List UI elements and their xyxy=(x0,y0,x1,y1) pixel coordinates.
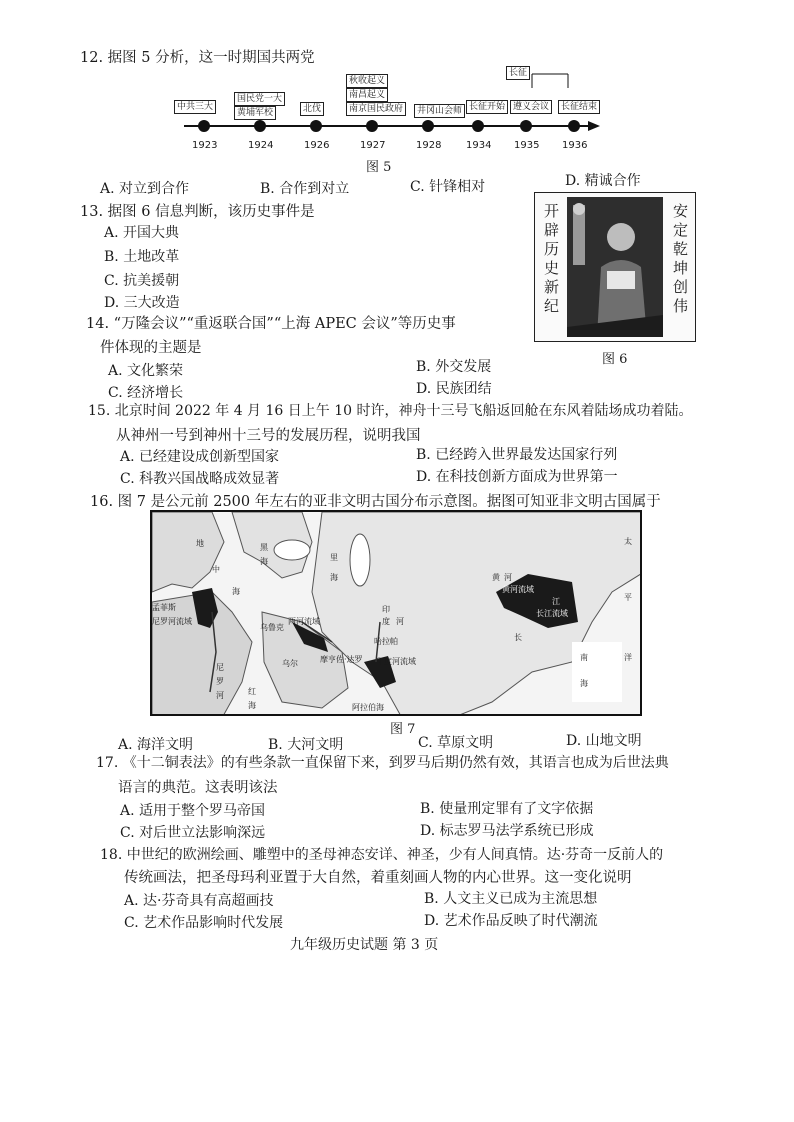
map-label: 海 xyxy=(330,573,338,582)
map-label: 乌尔 xyxy=(282,659,298,668)
map-label: 长江流域 xyxy=(536,609,568,618)
map-label: 阿拉伯海 xyxy=(352,703,384,712)
map-label: 海 xyxy=(580,679,588,688)
event-label: 北伐 xyxy=(300,102,324,116)
map-label: 长 xyxy=(514,633,522,642)
timeline-figure xyxy=(170,66,610,166)
map-label: 两河流域 xyxy=(288,617,320,626)
q18-stem-line1: 18. 中世纪的欧洲绘画、雕塑中的圣母神态安详、神圣，少有人间真情。达·芬奇一反前人的 xyxy=(100,847,664,863)
year-label: 1936 xyxy=(562,140,588,151)
event-label: 长征结束 xyxy=(558,100,600,114)
event-label: 长征 xyxy=(506,66,530,80)
map-label: 罗 xyxy=(216,677,224,686)
option-b[interactable]: B. 土地改革 xyxy=(104,249,180,265)
option-c[interactable]: C. 抗美援朝 xyxy=(104,273,180,289)
event-label: 南昌起义 xyxy=(346,88,388,102)
option-d[interactable]: D. 精诚合作 xyxy=(565,173,641,189)
q13-stem: 13. 据图 6 信息判断，该历史事件是 xyxy=(80,204,315,220)
option-c[interactable]: C. 科教兴国战略成效显著 xyxy=(120,471,280,487)
event-label: 遵义会议 xyxy=(510,100,552,114)
timeline-dot xyxy=(520,120,532,132)
option-a[interactable]: A. 海洋文明 xyxy=(118,737,194,753)
left-couplet: 开辟历史新纪 xyxy=(542,203,560,317)
map-label: 太 xyxy=(624,537,632,546)
option-a[interactable]: A. 已经建设成创新型国家 xyxy=(120,449,280,465)
option-b[interactable]: B. 已经跨入世界最发达国家行列 xyxy=(416,447,618,463)
map-label: 印 xyxy=(382,605,390,614)
year-label: 1923 xyxy=(192,140,218,151)
q15-stem-line1: 15. 北京时间 2022 年 4 月 16 日上午 10 时许，神舟十三号飞船返回舱在东风着陆场成功着陆。 xyxy=(88,403,693,419)
map-label: 海 xyxy=(248,701,256,710)
option-c[interactable]: C. 对后世立法影响深远 xyxy=(120,825,266,841)
option-a[interactable]: A. 达·芬奇具有高超画技 xyxy=(124,893,274,909)
map-label: 孟菲斯 xyxy=(152,603,176,612)
event-label: 秋收起义 xyxy=(346,74,388,88)
figure-caption: 图 5 xyxy=(366,160,392,175)
map-label: 南 xyxy=(580,653,588,662)
option-c[interactable]: C. 草原文明 xyxy=(418,735,494,751)
map-label: 海 xyxy=(260,557,268,566)
map-label: 哈拉帕 xyxy=(374,637,398,646)
figure-caption: 图 6 xyxy=(602,352,628,367)
map-label: 尼罗河流域 xyxy=(152,617,192,626)
q18-stem-line2: 传统画法，把圣母玛利亚置于大自然，着重刻画人物的内心世界。这一变化说明 xyxy=(124,870,632,886)
option-b[interactable]: B. 合作到对立 xyxy=(260,181,350,197)
option-b[interactable]: B. 大河文明 xyxy=(268,737,344,753)
year-label: 1924 xyxy=(248,140,274,151)
option-a[interactable]: A. 文化繁荣 xyxy=(108,363,184,379)
q12-stem: 12. 据图 5 分析，这一时期国共两党 xyxy=(80,50,315,66)
option-b[interactable]: B. 使量刑定罪有了文字依据 xyxy=(420,801,594,817)
option-b[interactable]: B. 外交发展 xyxy=(416,359,492,375)
map-label: 黄 xyxy=(492,573,500,582)
map-label: 红 xyxy=(248,687,256,696)
figure-6-photo xyxy=(534,192,696,342)
map-label: 海 xyxy=(232,587,240,596)
q16-stem: 16. 图 7 是公元前 2500 年左右的亚非文明古国分布示意图。据图可知亚非文明古国属于 xyxy=(90,494,661,510)
option-b[interactable]: B. 人文主义已成为主流思想 xyxy=(424,891,598,907)
event-label: 中共三大 xyxy=(174,100,216,114)
year-label: 1928 xyxy=(416,140,442,151)
map-label: 河 xyxy=(396,617,404,626)
option-a[interactable]: A. 开国大典 xyxy=(104,225,180,241)
year-label: 1926 xyxy=(304,140,330,151)
map-label: 河 xyxy=(216,691,224,700)
map-label: 江 xyxy=(552,597,560,606)
timeline-dot xyxy=(568,120,580,132)
portrait-figure-icon xyxy=(567,197,663,337)
event-label: 长征开始 xyxy=(466,100,508,114)
q17-stem-line1: 17. 《十二铜表法》的有些条款一直保留下来，到罗马后期仍然有效，其语言也成为后世法典 xyxy=(96,755,669,771)
option-a[interactable]: A. 适用于整个罗马帝国 xyxy=(120,803,266,819)
timeline-dot xyxy=(198,120,210,132)
event-label: 井冈山会师 xyxy=(414,104,465,118)
option-d[interactable]: D. 民族团结 xyxy=(416,381,492,397)
event-label: 黄埔军校 xyxy=(234,106,276,120)
option-c[interactable]: C. 针锋相对 xyxy=(410,179,486,195)
option-d[interactable]: D. 山地文明 xyxy=(566,733,642,749)
q17-stem-line2: 语言的典范。这表明该法 xyxy=(118,780,278,796)
option-c[interactable]: C. 艺术作品影响时代发展 xyxy=(124,915,284,931)
right-couplet: 安定乾坤创伟 xyxy=(671,203,689,317)
map-shapes xyxy=(152,512,642,716)
option-d[interactable]: D. 标志罗马法学系统已形成 xyxy=(420,823,594,839)
event-label: 国民党一大 xyxy=(234,92,285,106)
timeline-dot xyxy=(422,120,434,132)
map-label: 平 xyxy=(624,593,632,602)
q14-stem-line1: 14. “万隆会议”“重返联合国”“上海 APEC 会议”等历史事 xyxy=(86,316,456,332)
page-footer: 九年级历史试题 第 3 页 xyxy=(290,937,439,953)
map-label: 乌鲁克 xyxy=(260,623,284,632)
figure-caption: 图 7 xyxy=(390,722,416,737)
map-label: 度 xyxy=(382,617,390,626)
option-d[interactable]: D. 在科技创新方面成为世界第一 xyxy=(416,469,618,485)
q15-stem-line2: 从神州一号到神州十三号的发展历程，说明我国 xyxy=(116,428,421,444)
map-label: 河 xyxy=(504,573,512,582)
map-label: 尼 xyxy=(216,663,224,672)
year-label: 1934 xyxy=(466,140,492,151)
timeline-dot xyxy=(254,120,266,132)
year-label: 1927 xyxy=(360,140,386,151)
figure-7-map xyxy=(150,510,642,716)
map-label: 中 xyxy=(212,565,220,574)
year-label: 1935 xyxy=(514,140,540,151)
map-label: 摩亨佐·达罗 xyxy=(320,655,363,664)
map-label: 里 xyxy=(330,553,338,562)
map-label: 印度河流域 xyxy=(376,657,416,666)
option-d[interactable]: D. 艺术作品反映了时代潮流 xyxy=(424,913,598,929)
option-a[interactable]: A. 对立到合作 xyxy=(100,181,190,197)
event-label: 南京国民政府 xyxy=(346,102,406,116)
map-label: 洋 xyxy=(624,653,632,662)
timeline-dot xyxy=(472,120,484,132)
portrait-photo xyxy=(567,197,663,337)
q14-stem-line2: 件体现的主题是 xyxy=(100,340,202,356)
timeline-dot xyxy=(310,120,322,132)
timeline-dot xyxy=(366,120,378,132)
map-label: 黑 xyxy=(260,543,268,552)
map-label: 地 xyxy=(196,539,204,548)
map-label: 黄河流域 xyxy=(502,585,534,594)
option-c[interactable]: C. 经济增长 xyxy=(108,385,184,401)
option-d[interactable]: D. 三大改造 xyxy=(104,295,180,311)
